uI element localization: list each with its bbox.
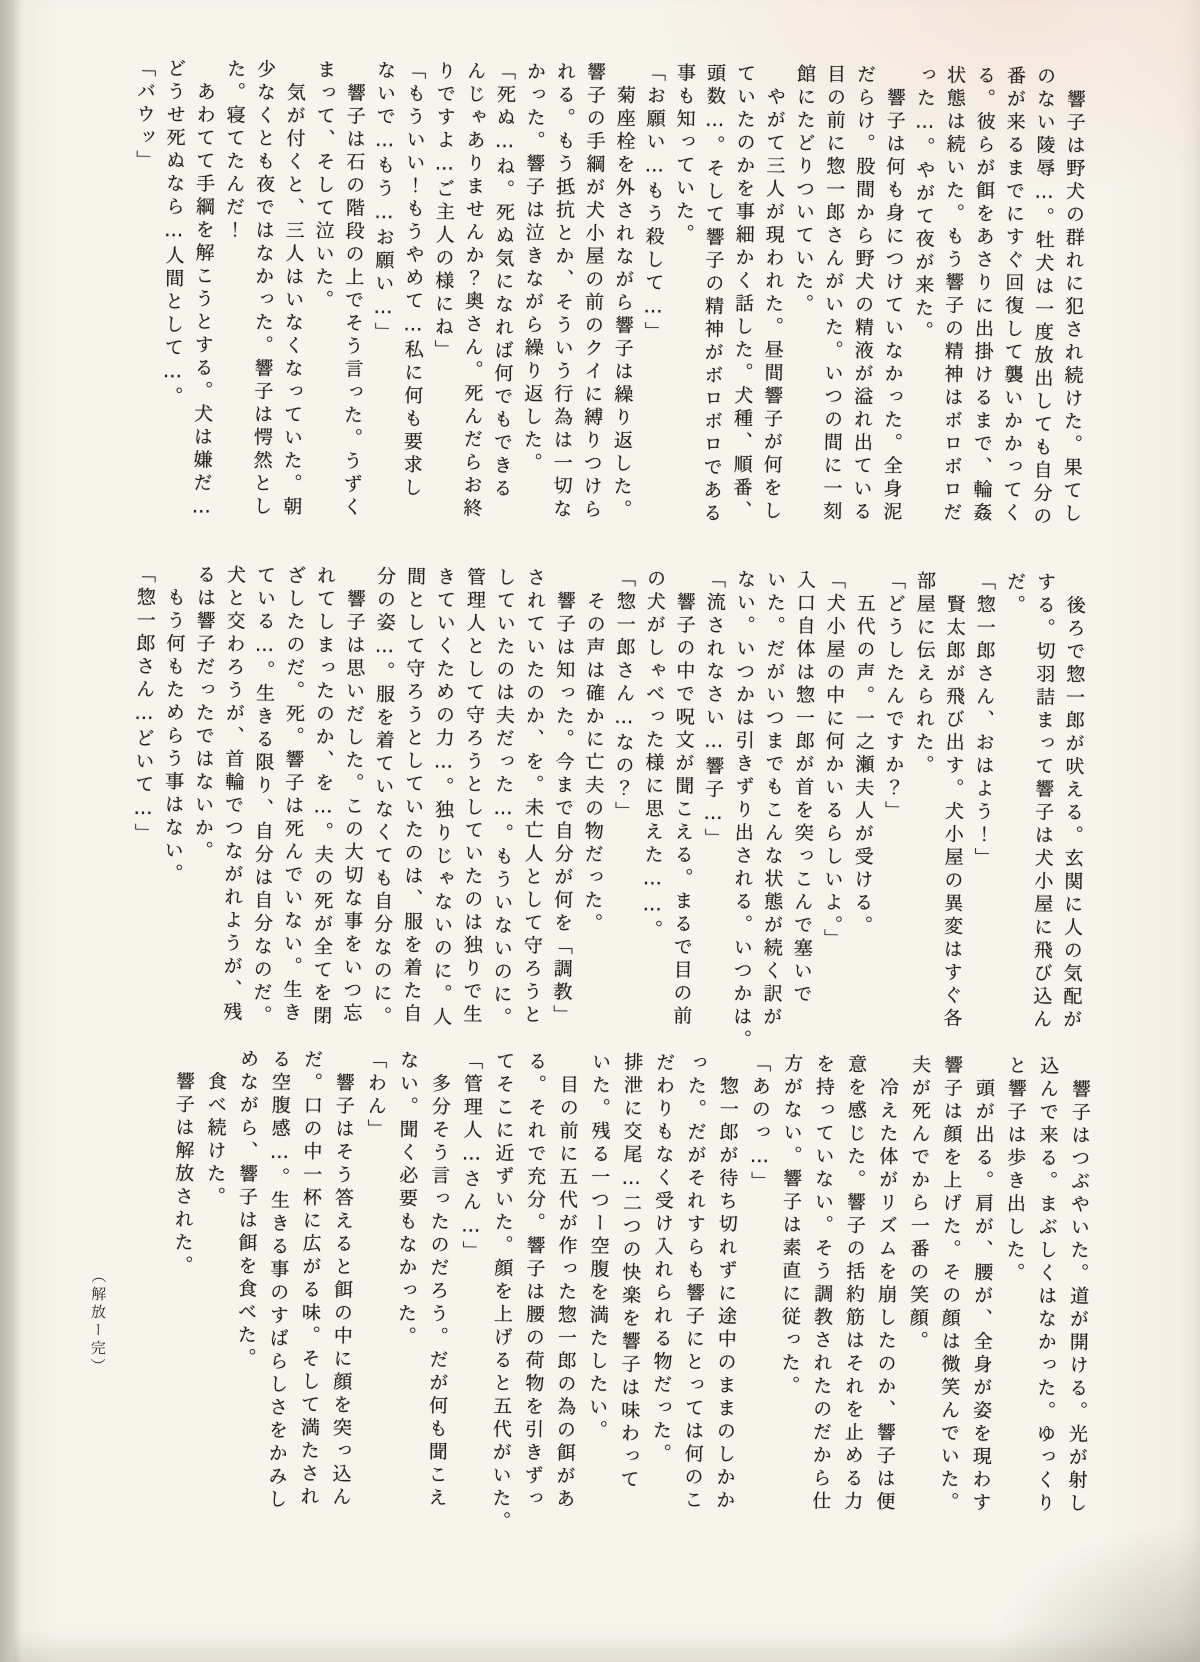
text-section-3: 響子はつぶやいた。道が開ける。光が射し 込んで来る。まぶしくはなかった。ゆっくり と響子は歩き出した。 頭が出る。肩が、腰が、全身が姿を現わす 響子は顔を上げた。その顔は微笑んでいた。 夫が死んでから一番の笑顔。 冷えた体がリズムを崩したのか、響子は便 意を感じた。響子の括約筋はそれを止める力 を持っていない。そう調教されたのだから仕 方がない。響子は素直に従った。 「あのっ…」 惣一郎が待ち切れずに途中のままのしかか った。だがそれすらも響子にとっては何のこ だわりもなく受け入れられる物だった。 排泄に交尾…二つの快楽を響子は味わって いた。残る一つー空腹を満たしたい。 目の前に五代が作った惣一郎の為の餌があ る。それで充分。響子は腰の荷物を引きずっ てそこに近ずいた。顔を上げると五代がいた。 「管理人…さん…」 多分そう言ったのだろう。だが何も聞こえ ない。聞く必要もなかった。 「わん」 響子はそう答えると餌の中に顔を突っ込ん だ。口の中一杯に広がる味。そして満たされ る空腹感…。生きる事のすばらしさをかみし めながら、響子は餌を食べた。 食べ続けた。 響子は解放された。 — [171, 1048, 1092, 1534]
ending-mark: （解放ー完） — [88, 1267, 108, 1377]
text-section-2: 後ろで惣一郎が吠える。玄関に人の気配が する。切羽詰まって響子は犬小屋に飛び込ん だ。 「惣一郎さん、おはよう！」 賢太郎が飛び出す。犬小屋の異変はすぐ各 部屋に伝えられた。 「どうしたんですか？」 五代の声。一之瀬夫人が受ける。 「犬小屋の中に何かいるらしいよ。」 入口自体は惣一郎が首を突っこんで塞いで いた。だがいつまでもこんな状態が続く訳が ない。いつかは引きずり出される。いつかは。 「流されなさい…響子…」 響子の中で呪文が聞こえる。まるで目の前 の犬がしゃべった様に思えた……。 「惣一郎さん…なの？」 その声は確かに亡夫の物だった。 響子は知った。今まで自分が何を「調教」 されていたのか、を。未亡人として守ろうと していたのは夫だった…。もういないのに。 管理人として守ろうとしていたのは独りで生 きていくための力…。独りじゃないのに。人 間として守ろうとしていたのは、服を着た自 分の姿…。服を着ていなくても自分なのに。 響子は思いだした。この大切な事をいつ忘 れてしまったのか、を…。夫の死が全てを閉 ざしたのだ。死。響子は死んでいない。生き ている…。生きる限り、自分は自分なのだ。 犬と交わろうが、首輪でつながれようが、残 るは響子だったではないか。 もう何もためらう事はない。 「惣一郎さん…どいて…」 — [131, 563, 1087, 1053]
scan-edge-left — [0, 0, 14, 1662]
text-section-1: 響子は野犬の群れに犯され続けた。果てし のない陵辱…。牡犬は一度放出しても自分の 番が来るまでにすぐ回復して襲いかかってく る。彼らが餌をあさりに出掛けるまで、輪姦 状態は続いた。もう響子の精神はボロボロだ った…。やがて夜が来た。 響子は何も身につけていなかった。全身泥 だらけ。股間から野犬の精液が溢れ出ている 目の前に惣一郎さんがいた。いつの間に一刻 館にたどりついていた。 やがて三人が現われた。昼間響子が何をし ていたのかを事細かく話した。犬種、順番、 頭数…。そして響子の精神がボロボロである 事も知っていた。 「お願い…もう殺して…」 菊座栓を外されながら響子は繰り返した。 響子の手綱が犬小屋の前のクイに縛りつけら れる。もう抵抗とか、そういう行為は一切な かった。響子は泣きながら繰り返した。 「死ぬ…ね。死ぬ気になれば何でもできる んじゃありませんか？奥さん。死んだらお終 りですよ…ご主人の様にね」 「もういい！もうやめて…私に何も要求し ないで…もう…お願い…」 響子は石の階段の上でそう言った。うずく まって、そして泣いた。 気が付くと、三人はいなくなっていた。朝 少なくとも夜ではなかった。響子は愕然とし た。寝てたんだ！ あわてて手綱を解こうとする。犬は嫌だ… どうせ死ぬなら…人間として…。 「バウッ」 — [133, 57, 1087, 529]
